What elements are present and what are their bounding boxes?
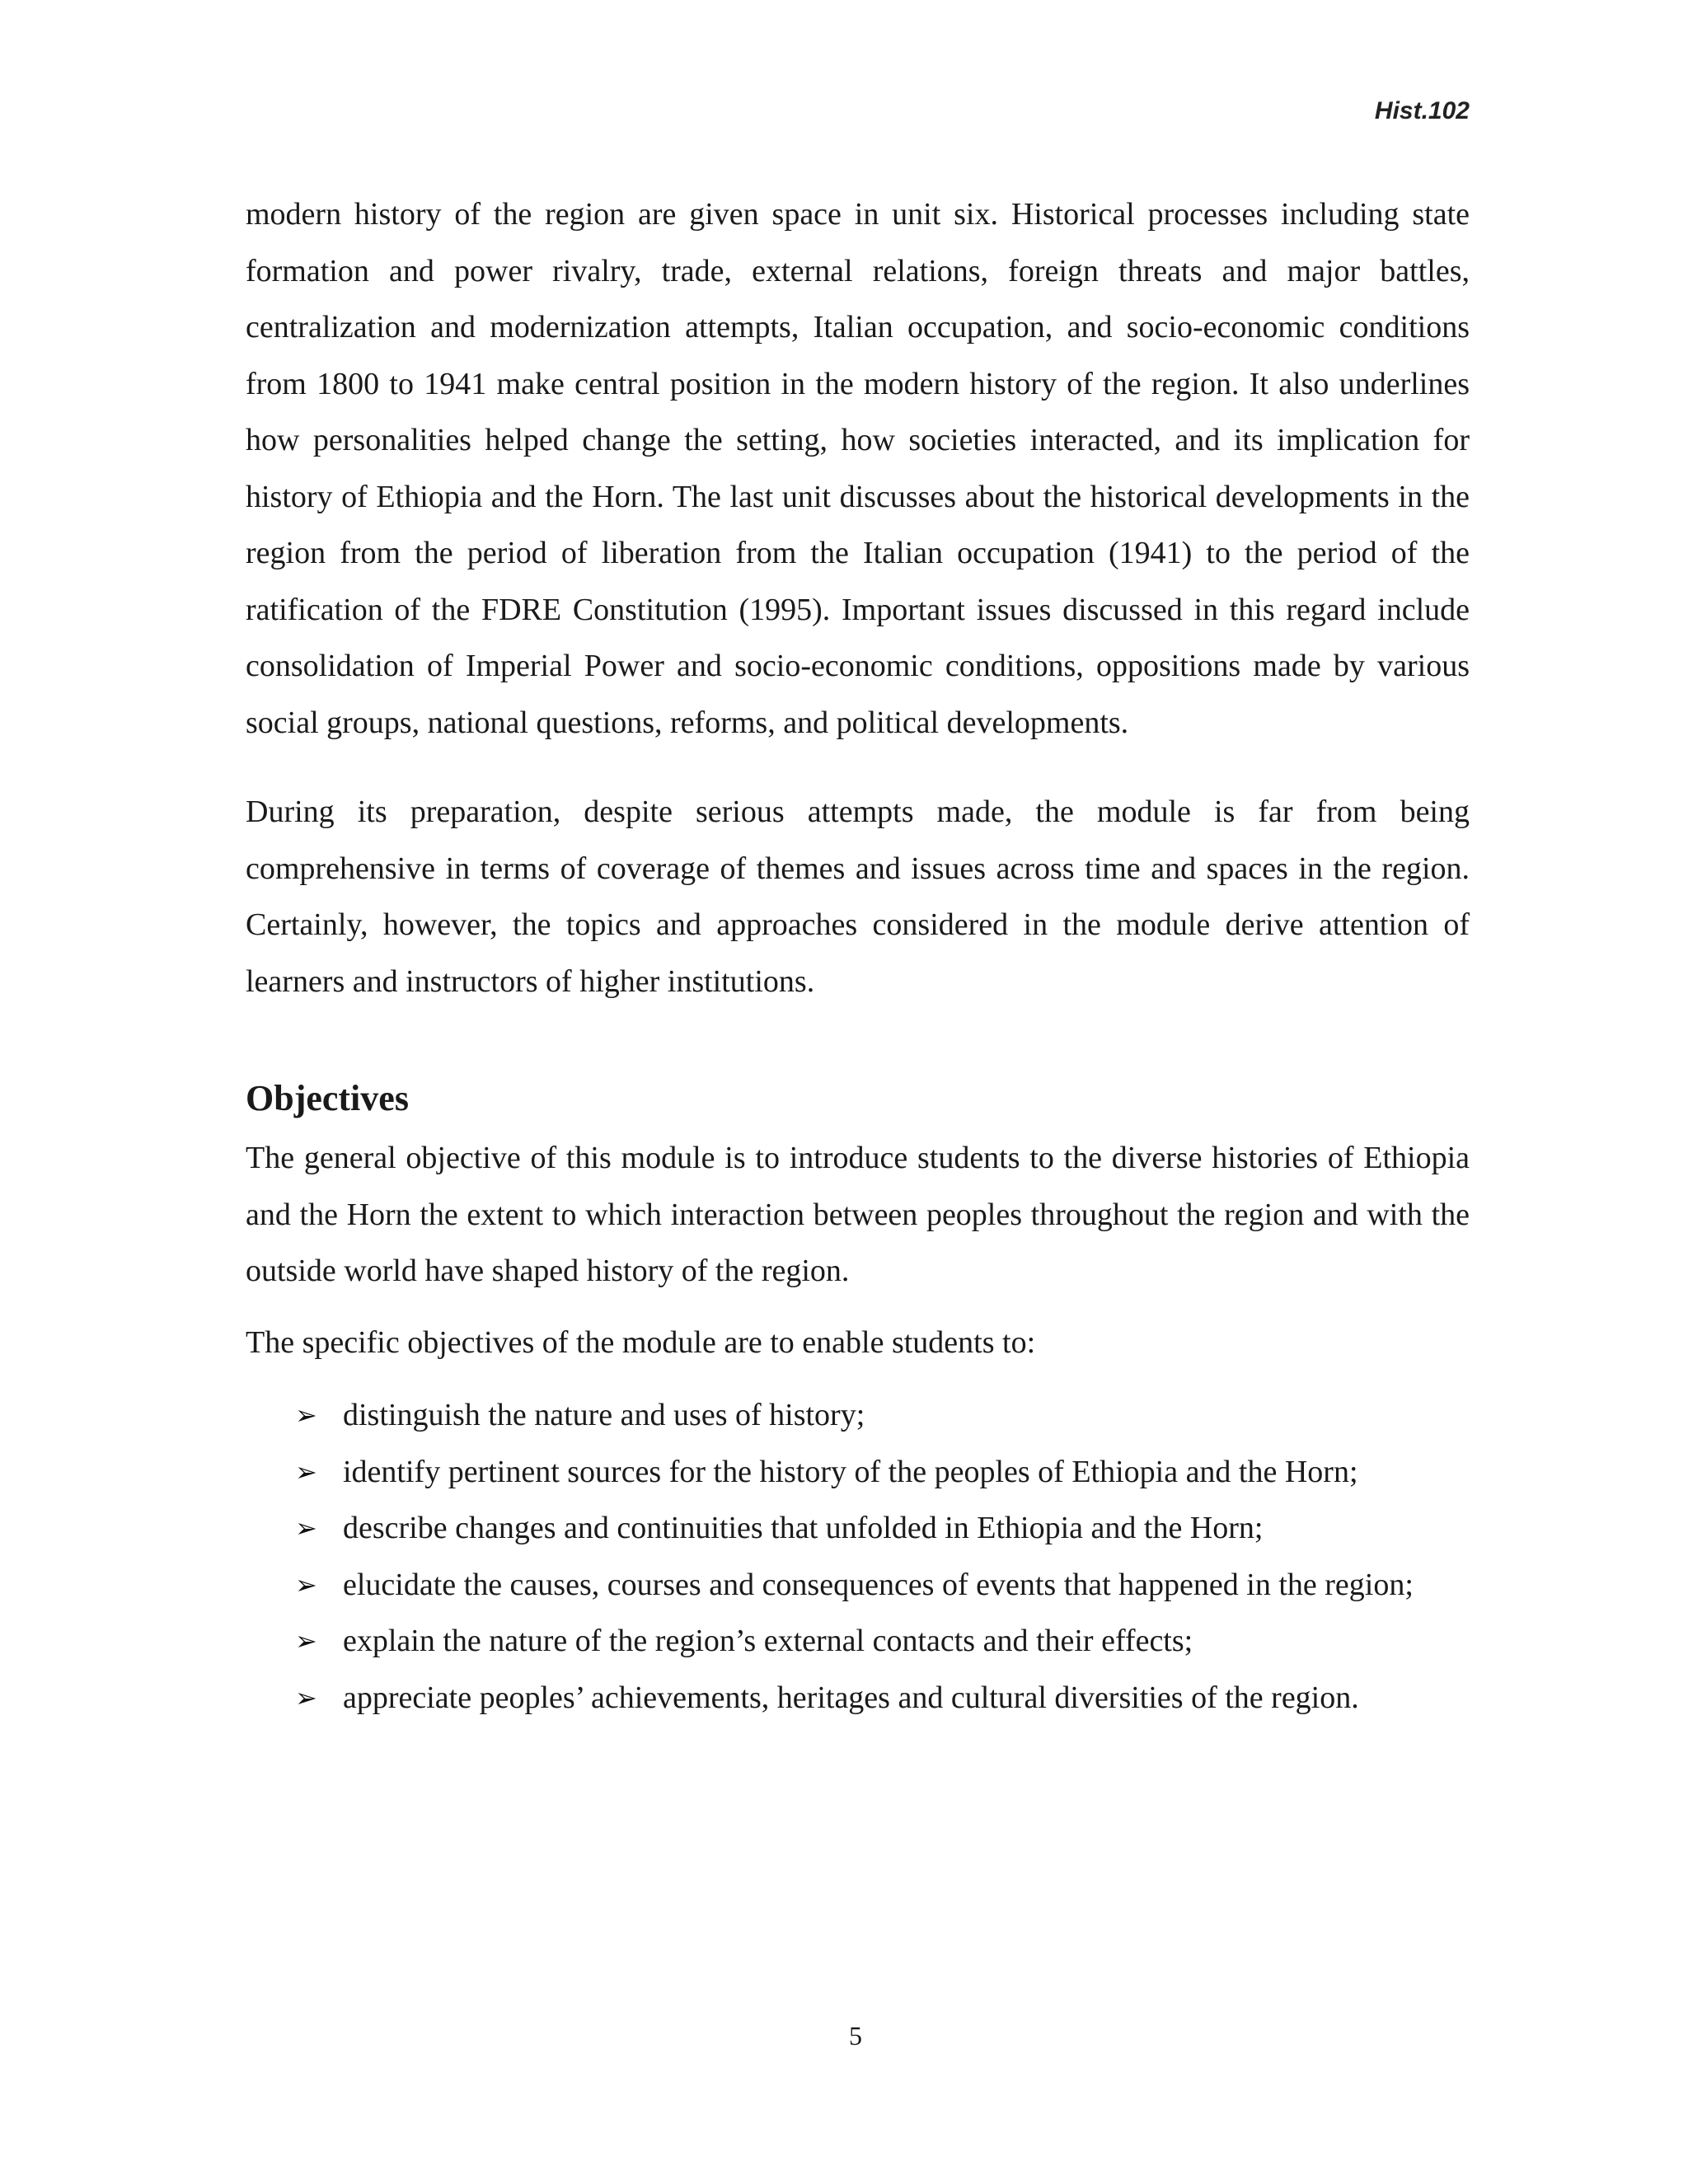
objective-item [295,1557,1470,1614]
arrowhead-bullet-icon: ➢ [295,1681,317,1713]
objective-item [295,1670,1470,1727]
specific-objectives-list [246,1387,1470,1726]
general-objective-paragraph: The general objective of this module is to introduce students to the diverse histories of Ethiopia and the Horn the extent to which interaction between peoples throughout the region and with the outside world have shaped history of the region. [246,1141,1470,1288]
objective-item [295,1500,1470,1557]
page-content [246,186,1470,1726]
page-number: 5 [849,2021,862,2050]
arrowhead-bullet-icon: ➢ [295,1568,317,1601]
objective-item [295,1613,1470,1670]
objective-text: identify pertinent sources for the history of the peoples of Ethiopia and the Horn; [343,1454,1358,1489]
objective-text: elucidate the causes, courses and consequences of events that happened in the region; [343,1567,1414,1602]
objective-item [295,1444,1470,1501]
objective-text: appreciate peoples’ achievements, heritages and cultural diversities of the region. [343,1680,1359,1715]
arrowhead-bullet-icon: ➢ [295,1512,317,1544]
objective-item [295,1387,1470,1444]
specific-objectives-intro: The specific objectives of the module are to enable students to: [246,1324,1036,1360]
arrowhead-bullet-icon: ➢ [295,1625,317,1657]
objective-text: describe changes and continuities that unfolded in Ethiopia and the Horn; [343,1511,1264,1545]
arrowhead-bullet-icon: ➢ [295,1455,317,1488]
intro-paragraph: modern history of the region are given space in unit six. Historical processes including state formation and power rivalry, trade, external relations, foreign threats and major battles, centralization and modernization attempts, Italian occupation, and socio-economic conditions from 1800 to 1941 make central position in the modern history of the region. It also underlines how personalities helped change the setting, how societies interacted, and its implication for history of Ethiopia and the Horn. The last unit discusses about the historical developments in the region from the period of liberation from the Italian occupation (1941) to the period of the ratification of the FDRE Constitution (1995). Important issues discussed in this regard include consolidation of Imperial Power and socio-economic conditions, oppositions made by various social groups, national questions, reforms, and political developments. [246,197,1470,740]
preparation-paragraph: During its preparation, despite serious attempts made, the module is far from being comprehensive in terms of coverage of themes and issues across time and spaces in the region. Certainly, however, the topics and approaches considered in the module derive attention of learners and instructors of higher institutions. [246,794,1470,999]
objectives-heading: Objectives [246,1078,409,1118]
objective-text: explain the nature of the region’s external contacts and their effects; [343,1624,1193,1658]
running-header: Hist.102 [1374,97,1470,124]
arrowhead-bullet-icon: ➢ [295,1399,317,1431]
objective-text: distinguish the nature and uses of history; [343,1398,865,1432]
